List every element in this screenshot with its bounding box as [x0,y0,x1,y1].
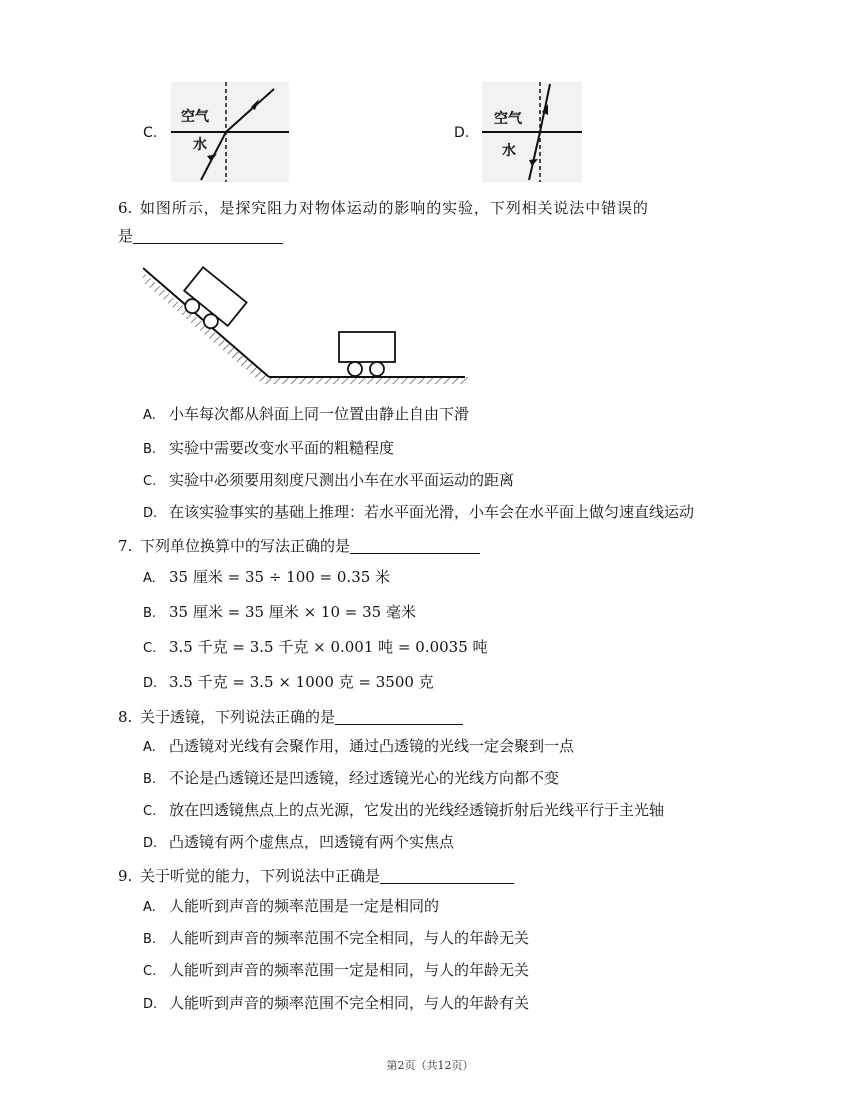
answer-blank[interactable] [380,867,514,884]
option-text: 35 厘米 = 35 ÷ 100 = 0.35 米 [169,568,391,586]
option-text: 不论是凸透镜还是凹透镜，经过透镜光心的光线方向都不变 [169,769,560,787]
option-text: 人能听到声音的频率范围一定是相同，与人的年龄无关 [169,961,530,979]
q6-stem-line2 [118,224,283,248]
q7-option-b[interactable] [143,601,416,625]
option-label: B. [143,772,157,787]
q9-option-a[interactable] [143,895,439,919]
option-label: B. [143,932,157,947]
option-text: 人能听到声音的频率范围不完全相同，与人的年龄有关 [169,994,530,1012]
option-label: D. [143,676,158,691]
option-label: D. [143,506,158,521]
answer-blank[interactable] [335,708,463,725]
option-text: 人能听到声音的频率范围不完全相同，与人的年龄无关 [169,929,530,947]
question-text: 关于听觉的能力，下列说法中正确是 [140,867,381,885]
option-label: A. [143,740,156,755]
q5-option-d[interactable] [454,82,604,182]
answer-blank[interactable] [350,537,480,554]
incline-cart-svg [143,260,468,388]
option-label: B. [143,606,157,621]
option-label: C. [143,804,157,819]
question-number: 8. [118,708,133,726]
q5-option-c[interactable] [143,82,293,182]
question-text: 关于透镜，下列说法正确的是 [140,708,336,726]
refraction-diagram-c [171,82,289,182]
refraction-diagram-d-svg [482,82,582,182]
option-label: B. [143,442,157,457]
option-label: C. [143,964,157,979]
q9-stem [118,864,514,888]
option-text: 3.5 千克 = 3.5 × 1000 克 = 3500 克 [169,673,434,691]
question-text: 下列单位换算中的写法正确的是 [140,537,351,555]
q7-option-a[interactable] [143,566,390,590]
option-label: A. [143,900,156,915]
air-label: 空气 [494,111,522,127]
q8-option-c[interactable] [143,799,664,823]
refraction-diagram-d [482,82,582,182]
q9-option-b[interactable] [143,927,529,951]
option-text: 3.5 千克 = 3.5 千克 × 0.001 吨 = 0.0035 吨 [169,638,488,656]
option-label: C. [143,474,157,489]
q8-option-a[interactable] [143,735,574,759]
option-text: 小车每次都从斜面上同一位置由静止自由下滑 [169,405,470,423]
option-label: A. [143,408,156,423]
option-text: 实验中需要改变水平面的粗糙程度 [169,439,395,457]
option-text: 放在凹透镜焦点上的点光源，它发出的光线经透镜折射后光线平行于主光轴 [169,801,665,819]
water-label: 水 [193,137,207,153]
answer-blank[interactable] [133,227,283,244]
q7-option-c[interactable] [143,636,488,660]
option-text: 凸透镜有两个虚焦点，凹透镜有两个实焦点 [169,833,455,851]
option-text: 凸透镜对光线有会聚作用，通过凸透镜的光线一定会聚到一点 [169,737,575,755]
incline-cart-diagram [143,260,468,388]
question-number: 9. [118,867,133,885]
air-label: 空气 [181,109,209,125]
page-footer: 第2页（共12页） [386,1059,474,1072]
option-label: D. [143,836,158,851]
option-label: A. [143,571,156,586]
option-text: 35 厘米 = 35 厘米 × 10 = 35 毫米 [169,603,416,621]
option-label: D. [454,125,470,141]
q8-option-d[interactable] [143,831,454,855]
q8-stem [118,705,463,729]
option-label: C. [143,641,157,656]
q9-option-d[interactable] [143,992,529,1016]
q7-stem [118,534,480,558]
question-text: 如图所示，是探究阻力对物体运动的影响的实验，下列相关说法中错误的 [140,199,649,217]
water-label: 水 [502,143,516,159]
option-label: C. [143,125,158,141]
option-text: 在该实验事实的基础上推理：若水平面光滑，小车会在水平面上做匀速直线运动 [169,503,695,521]
question-number: 7. [118,537,133,555]
q6-stem [118,196,649,220]
q6-option-b[interactable] [143,437,394,461]
question-number: 6. [118,199,133,217]
q6-option-c[interactable] [143,469,514,493]
q6-option-a[interactable] [143,403,469,427]
option-text: 实验中必须要用刻度尺测出小车在水平面运动的距离 [169,471,515,489]
q6-option-d[interactable] [143,501,694,525]
option-text: 人能听到声音的频率范围是一定是相同的 [169,897,440,915]
option-label: D. [143,997,158,1012]
q7-option-d[interactable] [143,671,434,695]
q8-option-b[interactable] [143,767,559,791]
q9-option-c[interactable] [143,959,529,983]
refraction-diagram-c-svg [171,82,289,182]
question-text-cont: 是 [118,227,134,245]
